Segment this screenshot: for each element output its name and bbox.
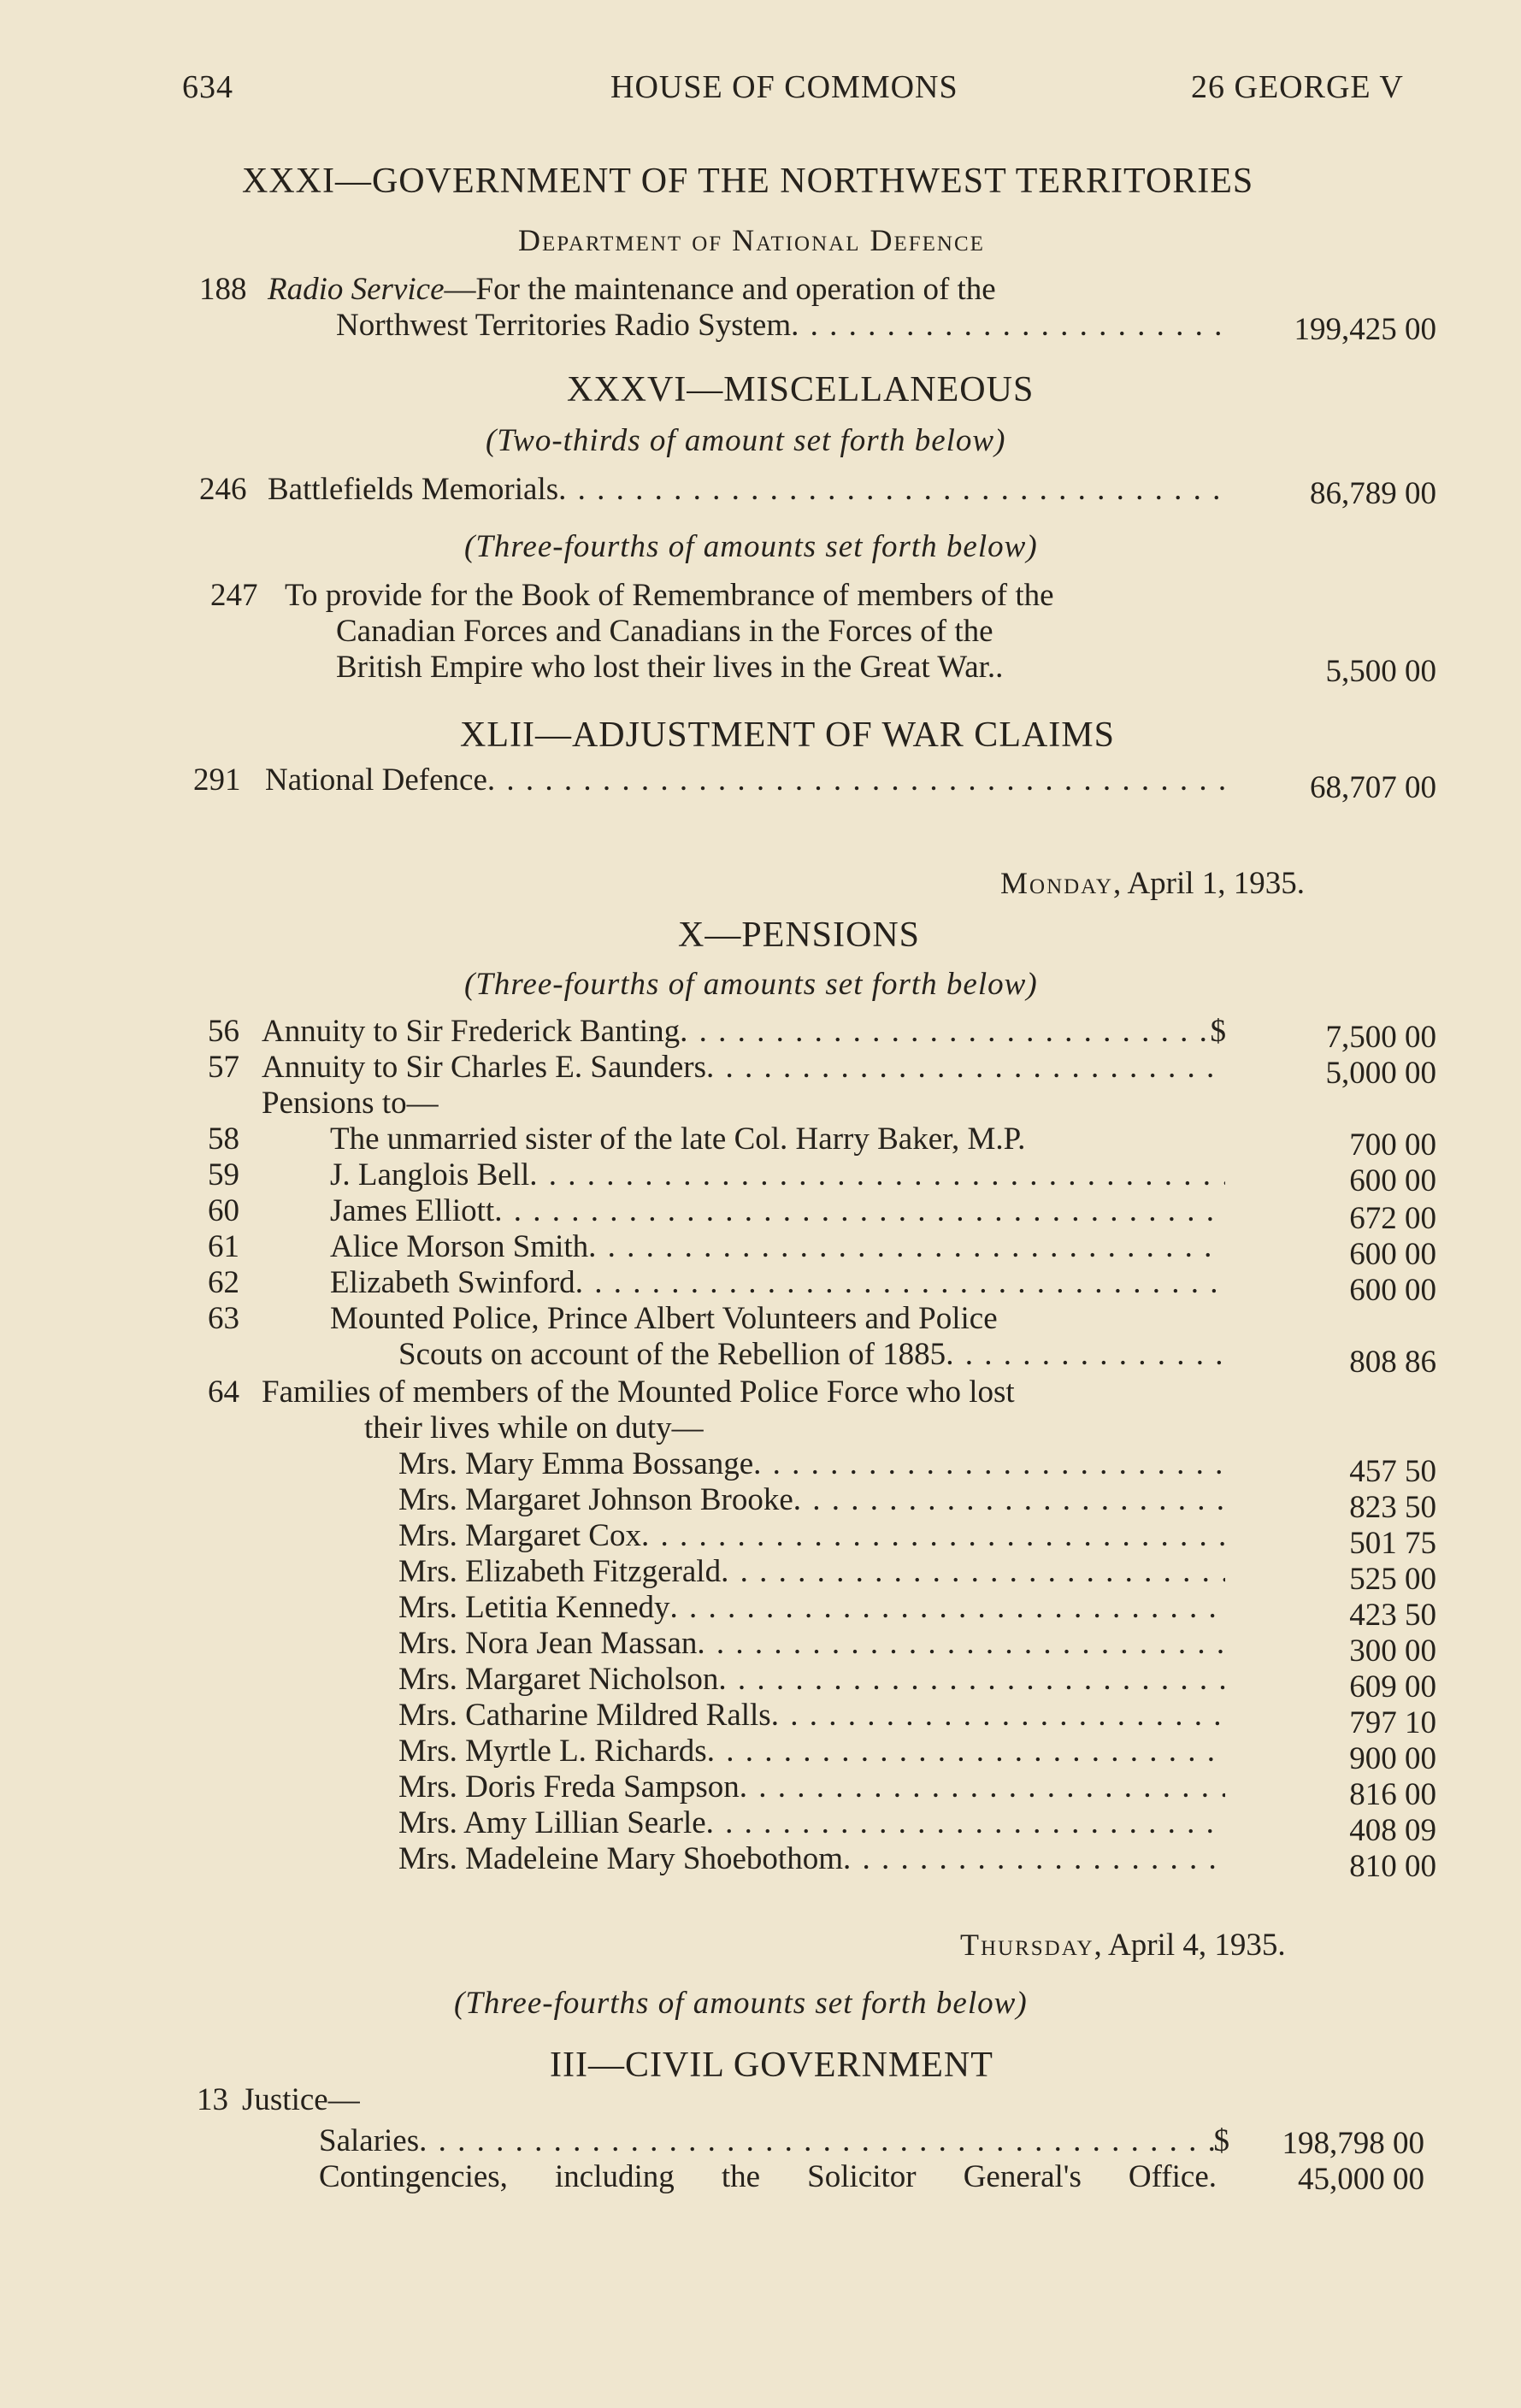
item-57-text: Annuity to Sir Charles E. Saunders xyxy=(262,1050,707,1085)
contingencies-amount: 45,000 00 xyxy=(1298,2162,1424,2197)
department-heading: Department of National Defence xyxy=(518,223,985,257)
item-63-line2 xyxy=(398,1337,1225,1373)
salaries-line xyxy=(319,2123,1229,2159)
list-item xyxy=(398,1446,1225,1482)
item-188-number: 188 xyxy=(199,272,247,307)
item-291-amount: 68,707 00 xyxy=(1310,770,1436,805)
item-63-amount: 808 86 xyxy=(1349,1345,1436,1380)
dollar-sign: $ xyxy=(1210,1014,1226,1049)
item-60-amount: 672 00 xyxy=(1349,1201,1436,1236)
date-monday xyxy=(1000,865,1305,902)
item-188-line2 xyxy=(336,308,1225,344)
family-name: Mrs. Myrtle L. Richards xyxy=(398,1734,707,1769)
item-188-text: —For the maintenance and operation of the xyxy=(444,272,996,307)
pensions-to-heading: Pensions to— xyxy=(262,1086,439,1121)
family-name: Mrs. Amy Lillian Searle xyxy=(398,1805,706,1840)
date-thursday xyxy=(960,1927,1286,1963)
item-58-amount: 700 00 xyxy=(1349,1127,1436,1163)
item-59-number: 59 xyxy=(208,1157,239,1192)
item-63-text2: Scouts on account of the Rebellion of 1885 xyxy=(398,1337,946,1372)
family-name: Mrs. Doris Freda Sampson xyxy=(398,1769,740,1805)
section-title-xxxvi: XXXVI—MISCELLANEOUS xyxy=(567,370,1035,409)
item-56-amount: 7,500 00 xyxy=(1325,1020,1436,1055)
date-thursday-rest: , April 4, 1935. xyxy=(1094,1928,1286,1963)
running-title: HOUSE OF COMMONS xyxy=(610,69,958,105)
page-number: 634 xyxy=(182,69,233,105)
item-57-line xyxy=(262,1050,1225,1086)
item-56-line xyxy=(262,1014,1226,1050)
note-two-thirds: (Two-thirds of amount set forth below) xyxy=(486,423,1006,458)
item-60-text: James Elliott xyxy=(330,1193,495,1228)
list-item xyxy=(398,1590,1225,1626)
family-name: Mrs. Margaret Cox xyxy=(398,1518,641,1553)
family-name: Mrs. Letitia Kennedy xyxy=(398,1590,670,1625)
list-item xyxy=(398,1554,1225,1590)
section-title-xlii: XLII—ADJUSTMENT OF WAR CLAIMS xyxy=(460,715,1115,755)
item-13-text: Justice— xyxy=(242,2082,360,2117)
date-monday-rest: , April 1, 1935. xyxy=(1113,866,1306,901)
section-title-iii: III—CIVIL GOVERNMENT xyxy=(550,2046,993,2085)
item-246-number: 246 xyxy=(199,472,247,507)
list-item xyxy=(398,1769,1225,1805)
family-amount: 501 75 xyxy=(1349,1526,1436,1561)
section-title-xxxi: XXXI—GOVERNMENT OF THE NORTHWEST TERRITORIES xyxy=(242,162,1254,201)
item-58-number: 58 xyxy=(208,1122,239,1157)
item-62-line xyxy=(330,1265,1225,1301)
family-amount: 408 09 xyxy=(1349,1813,1436,1848)
salaries-text: Salaries xyxy=(319,2123,420,2158)
family-name: Mrs. Mary Emma Bossange xyxy=(398,1446,754,1481)
list-item xyxy=(398,1698,1225,1734)
item-61-number: 61 xyxy=(208,1229,239,1264)
item-64-number: 64 xyxy=(208,1375,239,1410)
item-13-number: 13 xyxy=(197,2082,228,2117)
item-188-text2: Northwest Territories Radio System xyxy=(336,308,792,343)
note-three-fourths-1: (Three-fourths of amounts set forth below) xyxy=(464,529,1038,564)
item-62-amount: 600 00 xyxy=(1349,1273,1436,1308)
item-56-number: 56 xyxy=(208,1014,239,1049)
item-247-line1: To provide for the Book of Remembrance of members of the xyxy=(285,578,1054,613)
list-item xyxy=(398,1662,1225,1698)
item-61-text: Alice Morson Smith xyxy=(330,1229,589,1264)
item-291-line xyxy=(265,762,1225,798)
item-58-text: The unmarried sister of the late Col. Harry Baker, M.P. xyxy=(330,1122,1026,1157)
contingencies-text: Contingencies, including the Solicitor General's Office. xyxy=(319,2159,1217,2194)
regnal-year: 26 GEORGE V xyxy=(1191,69,1404,105)
date-monday-day: Monday xyxy=(1000,866,1113,900)
family-amount: 609 00 xyxy=(1349,1669,1436,1704)
note-three-fourths-3: (Three-fourths of amounts set forth below) xyxy=(454,1986,1028,2021)
family-name: Mrs. Margaret Johnson Brooke xyxy=(398,1482,793,1517)
family-amount: 457 50 xyxy=(1349,1454,1436,1489)
item-291-number: 291 xyxy=(193,762,241,798)
item-188-line1 xyxy=(268,272,1234,308)
item-60-number: 60 xyxy=(208,1193,239,1228)
family-name: Mrs. Nora Jean Massan xyxy=(398,1626,698,1661)
list-item xyxy=(398,1626,1225,1662)
family-amount: 797 10 xyxy=(1349,1705,1436,1740)
item-57-amount: 5,000 00 xyxy=(1325,1056,1436,1091)
item-61-line xyxy=(330,1229,1225,1265)
family-amount: 823 50 xyxy=(1349,1490,1436,1525)
family-amount: 300 00 xyxy=(1349,1634,1436,1669)
dollar-sign: $ xyxy=(1213,2123,1229,2158)
family-amount: 816 00 xyxy=(1349,1777,1436,1812)
item-247-amount: 5,500 00 xyxy=(1325,654,1436,689)
section-title-x: X—PENSIONS xyxy=(678,916,921,955)
list-item xyxy=(398,1734,1225,1769)
family-amount: 525 00 xyxy=(1349,1562,1436,1597)
item-246-text: Battlefields Memorials xyxy=(268,472,559,507)
item-63-line1: Mounted Police, Prince Albert Volunteers and Police xyxy=(330,1301,998,1336)
item-59-line xyxy=(330,1157,1225,1193)
family-amount: 423 50 xyxy=(1349,1598,1436,1633)
list-item xyxy=(398,1805,1225,1841)
list-item xyxy=(398,1482,1225,1518)
family-name: Mrs. Catharine Mildred Ralls xyxy=(398,1698,771,1733)
family-name: Mrs. Madeleine Mary Shoebothom xyxy=(398,1841,843,1876)
item-62-text: Elizabeth Swinford xyxy=(330,1265,575,1300)
salaries-amount: 198,798 00 xyxy=(1282,2126,1424,2161)
family-amount: 900 00 xyxy=(1349,1741,1436,1776)
item-291-text: National Defence xyxy=(265,762,487,798)
item-247-line2: Canadian Forces and Canadians in the Forces of the xyxy=(336,614,993,649)
item-62-number: 62 xyxy=(208,1265,239,1300)
item-60-line xyxy=(330,1193,1225,1229)
item-247-line3: British Empire who lost their lives in the Great War.. xyxy=(336,650,1004,685)
note-three-fourths-2: (Three-fourths of amounts set forth below) xyxy=(464,967,1038,1002)
list-item xyxy=(398,1841,1225,1877)
item-59-amount: 600 00 xyxy=(1349,1163,1436,1198)
item-247-number: 247 xyxy=(210,578,258,613)
item-61-amount: 600 00 xyxy=(1349,1237,1436,1272)
item-56-text: Annuity to Sir Frederick Banting xyxy=(262,1014,681,1049)
date-thursday-day: Thursday xyxy=(960,1928,1094,1962)
family-amount: 810 00 xyxy=(1349,1849,1436,1884)
item-188-title: Radio Service xyxy=(268,272,445,307)
family-name: Mrs. Elizabeth Fitzgerald xyxy=(398,1554,722,1589)
item-64-line1: Families of members of the Mounted Police Force who lost xyxy=(262,1375,1015,1410)
item-59-text: J. Langlois Bell xyxy=(330,1157,530,1192)
item-63-number: 63 xyxy=(208,1301,239,1336)
item-246-line xyxy=(268,472,1225,508)
list-item xyxy=(398,1518,1225,1554)
family-name: Mrs. Margaret Nicholson xyxy=(398,1662,719,1697)
item-64-line2: their lives while on duty— xyxy=(364,1410,704,1445)
item-57-number: 57 xyxy=(208,1050,239,1085)
item-246-amount: 86,789 00 xyxy=(1310,476,1436,511)
item-188-amount: 199,425 00 xyxy=(1294,312,1436,347)
